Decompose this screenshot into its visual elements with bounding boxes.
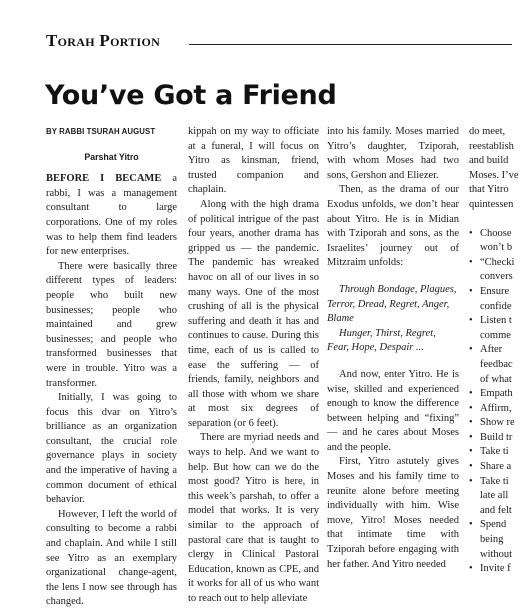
- bullet-item: [469, 504, 529, 519]
- bullet-text: and felt: [480, 504, 512, 516]
- bullet-icon: •: [469, 446, 473, 458]
- bullet-text: Listen t: [480, 315, 512, 327]
- bullet-text: Choose: [480, 227, 512, 239]
- bullet-item: [469, 241, 529, 256]
- column-4-text: [469, 125, 529, 213]
- paragraph: Along with the high drama of political intrigue of the past four years, another drama has gripped us — the pandemic. The pandemic has wreaked havoc on all of our lives in so many ways. One of the most crushing of all is the physical suffering and death it has and continues to cause. During this time, each of us is called to ease the suffering — of friends, family, neighbors and all those with whom we share at most six degrees of separation (or 6 feet).: [188, 198, 319, 429]
- text-line: reestablish: [469, 140, 514, 152]
- bullet-icon: •: [469, 563, 473, 575]
- bullet-item: [469, 358, 529, 373]
- bullet-item: [469, 475, 529, 490]
- bullet-item: [469, 489, 529, 504]
- parsha-name: Parshat Yitro: [84, 151, 139, 162]
- bullet-text: convers: [480, 271, 513, 283]
- paragraph: into his family. Moses married Yitro’s daughter, Tziporah, with whom Moses had two sons, Gershon and Eliezer.: [327, 126, 459, 181]
- bullet-icon: •: [469, 519, 473, 531]
- paragraph: First, Yitro astutely gives Moses and his family time to reunite alone before meeting individually with him. Wise move, Yitro! Moses needed that intimate time with Tziporah before engaging with her father. And Yitro needed: [327, 456, 459, 570]
- bullet-text: Take ti: [480, 475, 509, 487]
- bullet-item: [469, 460, 529, 475]
- bullet-text: After: [480, 344, 503, 356]
- paragraph: There are myriad needs and ways to help. And we want to help. But how can we do the most good? Yitro is here, in this week’s parshah, to offer a model that works. It is very similar to the approach of pastoral care that is taught to clergy in Clinical Pastoral Education, known as CPE, and it works for all of us who want to reach out to help alleviate: [188, 432, 319, 604]
- bullet-item: [469, 548, 529, 563]
- bullet-text: being: [480, 534, 504, 546]
- bullet-item: [469, 402, 529, 417]
- bullet-icon: •: [469, 344, 473, 356]
- bullet-text: Empath: [480, 388, 513, 400]
- article-column-3: [327, 125, 459, 570]
- paragraph: kippah on my way to officiate at a funeral, I will focus on Yitro as kinsman, friend, trusted companion and chaplain.: [188, 126, 319, 196]
- bullet-item: [469, 518, 529, 533]
- poem-block: [327, 283, 459, 356]
- bullet-icon: •: [469, 431, 473, 443]
- bullet-icon: •: [469, 256, 473, 268]
- bullet-text: won’t b: [480, 242, 513, 254]
- bullet-item: [469, 270, 529, 285]
- bullet-item: [469, 343, 529, 358]
- text-line: do meet,: [469, 126, 506, 137]
- bullet-icon: •: [469, 402, 473, 414]
- bullet-icon: •: [469, 285, 473, 297]
- bullet-item: [469, 562, 529, 577]
- bullet-text: late all: [480, 490, 509, 502]
- paragraph: BEFORE I BECAME a rabbi, I was a management consultant to large corporations. One of my roles was to help them find leaders for new enterprises.: [46, 173, 177, 258]
- section-divider: [189, 44, 512, 45]
- bullet-item: [469, 256, 529, 271]
- article-column-2: [188, 125, 319, 604]
- poem-line: Through Bondage, Plagues, Terror, Dread, Regret, Anger, Blame: [327, 283, 457, 325]
- bullet-item: [469, 314, 529, 329]
- poem-line: Hunger, Thirst, Regret, Fear, Hope, Despair ...: [327, 327, 436, 354]
- bullet-icon: •: [469, 461, 473, 473]
- bullet-text: comme: [480, 329, 511, 341]
- paragraph: There were basically three different types of leaders: people who built new businesses; people who maintained and grew businesses; and people who transformed businesses that were in trouble. Yitro was a transformer.: [46, 260, 177, 389]
- bullet-item: [469, 373, 529, 388]
- bullet-item: [469, 329, 529, 344]
- paragraph: Initially, I was going to focus this dvar on Yitro’s brilliance as an organization consultant, the crucial role governance plays in society and the imperative of having a common document of ethical behavior.: [46, 392, 177, 506]
- paragraph: However, I left the world of consulting to become a rabbi and chaplain. And while I still see Yitro as an exemplary organizational change-agent, the lens I now see through has changed.: [46, 508, 177, 608]
- bullet-icon: •: [469, 475, 473, 487]
- bullet-text: Affirm,: [480, 402, 512, 414]
- bullet-text: feedbac: [480, 358, 513, 370]
- bullet-list: [469, 227, 529, 577]
- article-headline: You’ve Got a Friend: [45, 80, 337, 111]
- section-label-text: Torah Portion: [46, 31, 161, 50]
- bullet-icon: •: [469, 388, 473, 400]
- bullet-text: Invite f: [480, 563, 511, 575]
- bullet-icon: •: [469, 417, 473, 429]
- bullet-text: Build tr: [480, 431, 513, 443]
- bullet-text: Spend: [480, 519, 507, 531]
- bullet-text: Show re: [480, 417, 515, 429]
- bullet-item: [469, 300, 529, 315]
- bullet-text: confide: [480, 300, 512, 312]
- bullet-text: of what: [480, 373, 512, 385]
- text-line: quintessen: [469, 198, 514, 210]
- text-line: Moses. I’ve: [469, 169, 519, 181]
- bullet-item: [469, 445, 529, 460]
- text-line: that Yitro: [469, 184, 509, 196]
- text-line: and build: [469, 155, 509, 167]
- bullet-item: [469, 285, 529, 300]
- bullet-text: Take ti: [480, 446, 509, 458]
- bullet-text: Ensure: [480, 285, 510, 297]
- bullet-icon: •: [469, 227, 473, 239]
- lead-in: BEFORE I BECAME: [46, 173, 162, 185]
- section-label: [46, 31, 160, 51]
- bullet-item: [469, 431, 529, 446]
- paragraph: Then, as the drama of our Exodus unfolds, we don’t hear about Yitro. He is in Midian with Tziporah and sons, as the Israelites’ journey out of Mitzraim unfolds:: [327, 184, 459, 269]
- bullet-icon: •: [469, 315, 473, 327]
- article-column-4: [469, 125, 529, 575]
- bullet-item: [469, 533, 529, 548]
- bullet-item: [469, 416, 529, 431]
- article-column-1: [46, 125, 177, 608]
- bullet-item: [469, 227, 529, 242]
- bullet-text: Share a: [480, 461, 512, 473]
- bullet-item: [469, 387, 529, 402]
- byline: BY RABBI TSURAH AUGUST: [46, 127, 156, 136]
- paragraph: And now, enter Yitro. He is wise, skilled and experienced enough to know the difference between helping and “fixing” — and he cares about Moses and the people.: [327, 368, 459, 453]
- bullet-text: “Checki: [480, 256, 515, 268]
- bullet-text: without: [480, 548, 513, 560]
